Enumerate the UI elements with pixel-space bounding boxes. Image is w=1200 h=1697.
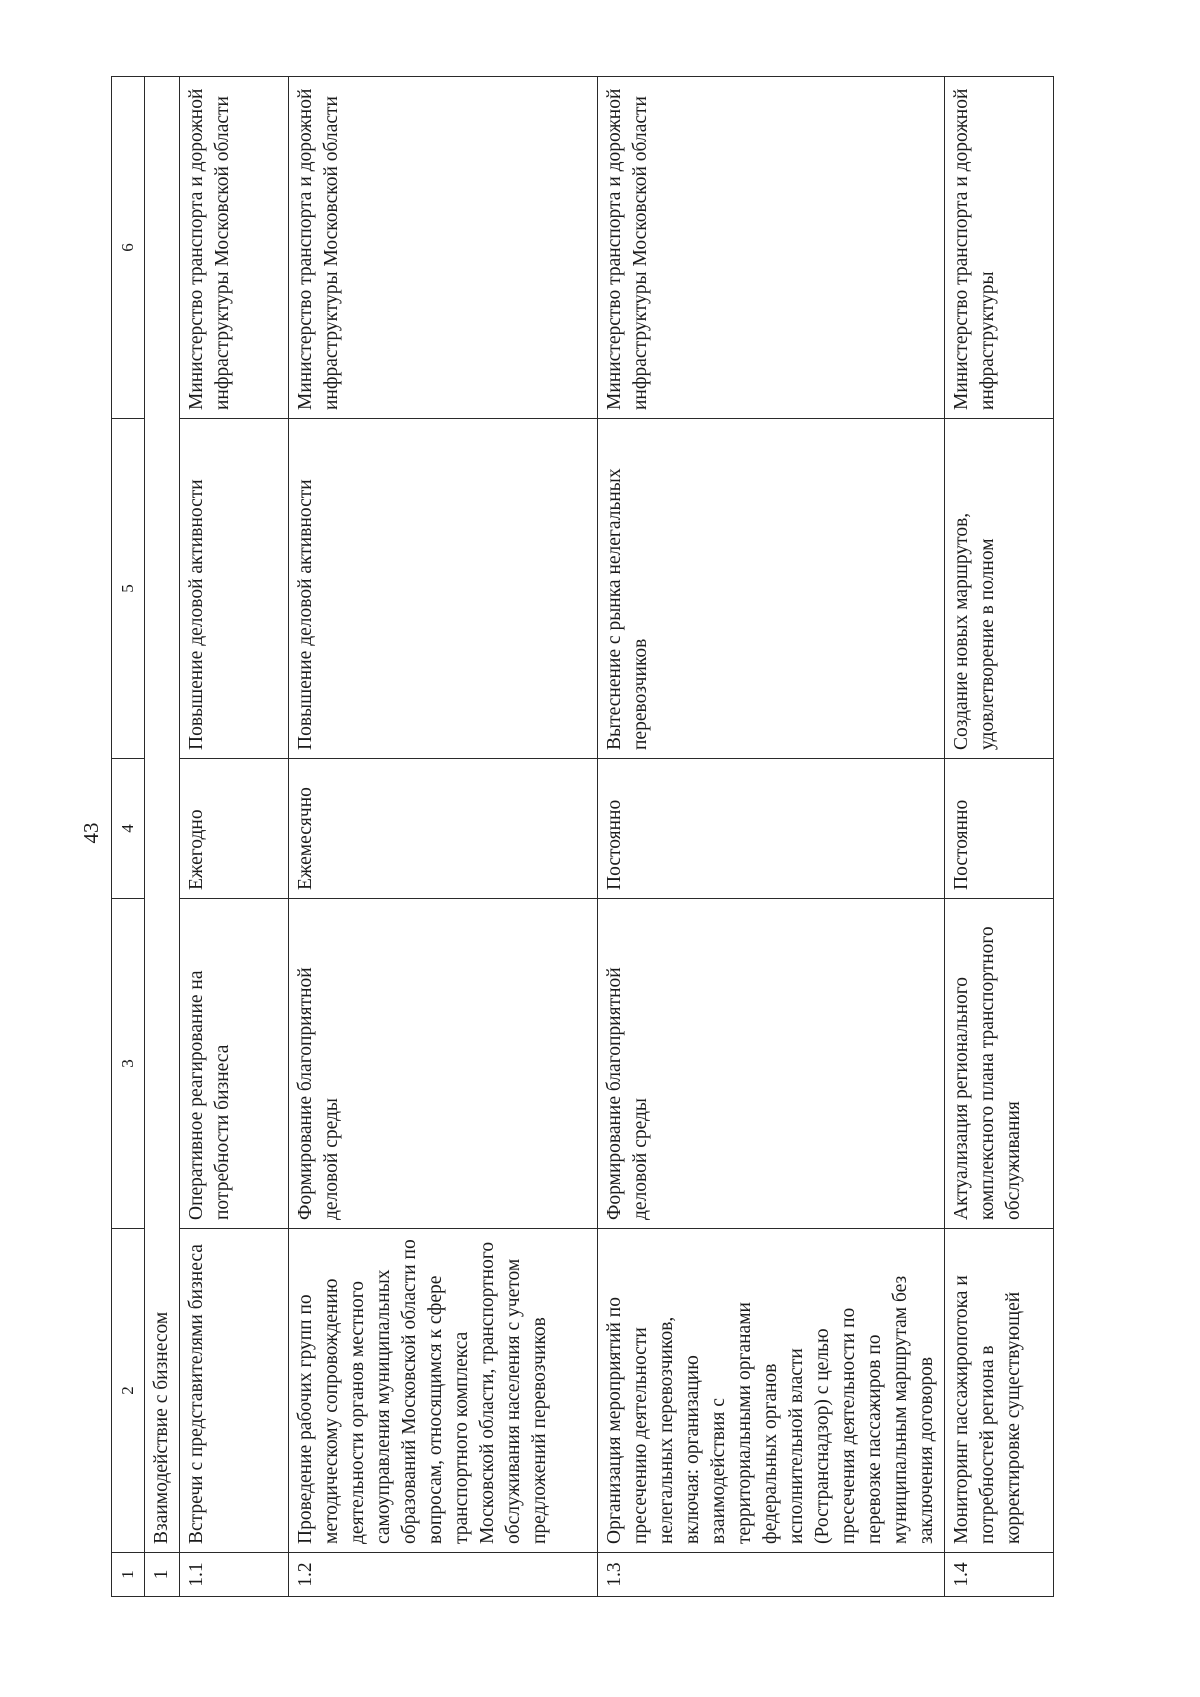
goal-cell: Оперативное реагирование на потребности бизнеса [180, 899, 289, 1229]
result-cell: Повышение деловой активности [180, 419, 289, 759]
goal-cell: Актуализация регионального комплексного плана транспортного обслуживания [945, 899, 1054, 1229]
column-number-header-row [112, 77, 145, 1597]
event-cell: Встречи с представителями бизнеса [180, 1229, 289, 1553]
row-number: 1.2 [289, 1553, 598, 1597]
column-number-5: 5 [112, 419, 145, 759]
event-cell: Мониторинг пассажиропотока и потребностей региона в корректировке существующей [945, 1229, 1054, 1553]
goal-cell: Формирование благоприятной деловой среды [598, 899, 945, 1229]
period-cell: Постоянно [598, 759, 945, 899]
row-number: 1.3 [598, 1553, 945, 1597]
column-number-3: 3 [112, 899, 145, 1229]
responsible-cell: Министерство транспорта и дорожной инфраструктуры Московской области [598, 77, 945, 419]
table-row [598, 77, 945, 1597]
table-row [289, 77, 598, 1597]
event-cell: Организация мероприятий по пресечению деятельности нелегальных перевозчиков, включая: организацию взаимодействия с территориальными органами федеральных органов исполнительной власти (Ространснадзор) с целью пресечения деятельности по перевозке пассажиров по муниципальным маршрутам без заключения договоров [598, 1229, 945, 1553]
row-number: 1.1 [180, 1553, 289, 1597]
row-number: 1.4 [945, 1553, 1054, 1597]
responsible-cell: Министерство транспорта и дорожной инфраструктуры Московской области [289, 77, 598, 419]
result-cell: Повышение деловой активности [289, 419, 598, 759]
section-title: Взаимодействие с бизнесом [145, 77, 180, 1553]
section-row [145, 77, 180, 1597]
event-cell: Проведение рабочих групп по методическому сопровождению деятельности органов местного самоуправления муниципальных образований Московской области по вопросам, относящимся к сфере транспортного комплекса Московской области, транспортного обслуживания населения с учетом предложений перевозчиков [289, 1229, 598, 1553]
result-cell: Создание новых маршрутов, удовлетворение в полном [945, 419, 1054, 759]
goal-cell: Формирование благоприятной деловой среды [289, 899, 598, 1229]
section-number: 1 [145, 1553, 180, 1597]
column-number-2: 2 [112, 1229, 145, 1553]
column-number-4: 4 [112, 759, 145, 899]
responsible-cell: Министерство транспорта и дорожной инфраструктуры [945, 77, 1054, 419]
rotated-table-wrapper [111, 77, 1086, 1597]
measures-table [111, 76, 1054, 1597]
column-number-6: 6 [112, 77, 145, 419]
column-number-1: 1 [112, 1553, 145, 1597]
period-cell: Постоянно [945, 759, 1054, 899]
page-number: 43 [79, 822, 103, 844]
period-cell: Ежегодно [180, 759, 289, 899]
table-row [945, 77, 1054, 1597]
result-cell: Вытеснение с рынка нелегальных перевозчиков [598, 419, 945, 759]
responsible-cell: Министерство транспорта и дорожной инфраструктуры Московской области [180, 77, 289, 419]
period-cell: Ежемесячно [289, 759, 598, 899]
table-row [180, 77, 289, 1597]
